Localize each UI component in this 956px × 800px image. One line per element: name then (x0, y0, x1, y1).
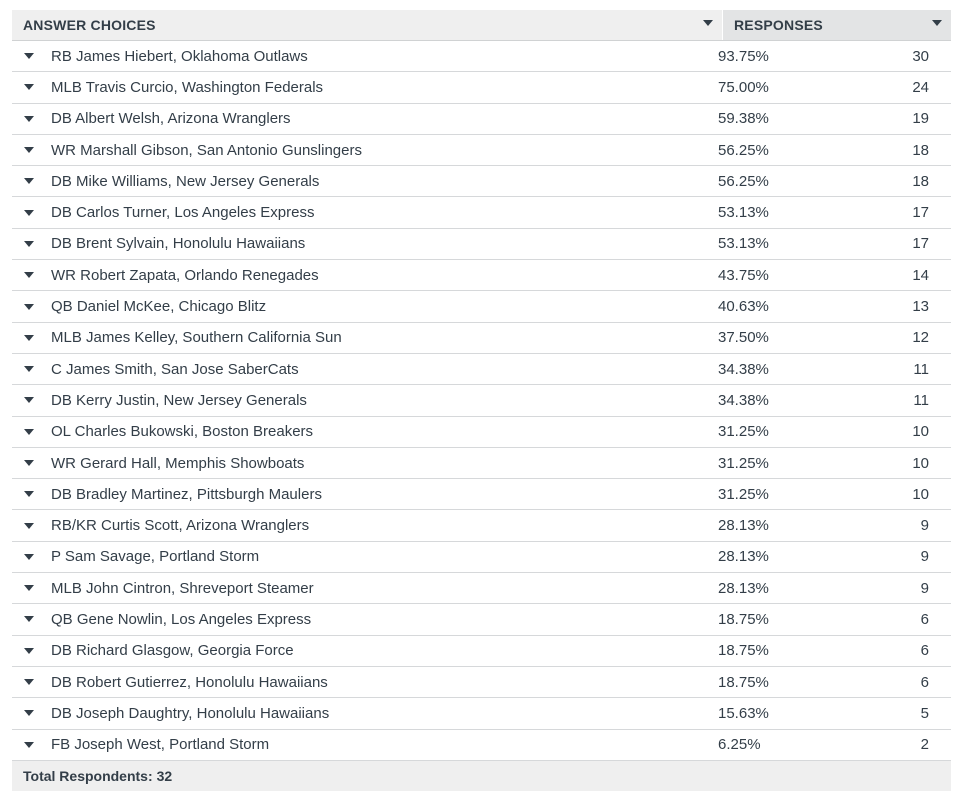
expand-caret-down-icon[interactable] (24, 116, 34, 122)
answer-choice-label: WR Gerard Hall, Memphis Showboats (51, 454, 305, 472)
answer-choice-label: DB Joseph Daughtry, Honolulu Hawaiians (51, 704, 330, 722)
response-count: 9 (920, 548, 929, 566)
answer-choice-label: P Sam Savage, Portland Storm (51, 548, 260, 566)
response-percent: 31.25% (718, 423, 769, 441)
response-percent: 75.00% (718, 78, 769, 96)
response-percent: 18.75% (718, 642, 769, 660)
response-count: 17 (912, 235, 929, 253)
table-row (12, 354, 951, 385)
expand-caret-down-icon[interactable] (24, 460, 34, 466)
table-row (12, 510, 951, 541)
expand-caret-down-icon[interactable] (24, 53, 34, 59)
expand-caret-down-icon[interactable] (24, 147, 34, 153)
answer-choice-label: DB Robert Gutierrez, Honolulu Hawaiians (51, 673, 328, 691)
answer-choice-label: DB Richard Glasgow, Georgia Force (51, 642, 294, 660)
expand-caret-down-icon[interactable] (24, 742, 34, 748)
table-row (12, 573, 951, 604)
total-respondents-label: Total Respondents: (23, 767, 153, 784)
response-count: 9 (920, 517, 929, 535)
response-percent: 34.38% (718, 391, 769, 409)
answer-choice-label: WR Marshall Gibson, San Antonio Gunslingers (51, 141, 362, 159)
response-count: 10 (912, 485, 929, 503)
response-percent: 56.25% (718, 172, 769, 190)
response-count: 2 (920, 736, 929, 754)
expand-caret-down-icon[interactable] (24, 523, 34, 529)
table-row (12, 604, 951, 635)
total-respondents-footer (12, 761, 951, 791)
responses-column-header[interactable] (723, 10, 951, 40)
response-count: 5 (920, 704, 929, 722)
response-count: 10 (912, 423, 929, 441)
response-percent: 18.75% (718, 610, 769, 628)
response-count: 6 (920, 673, 929, 691)
table-row (12, 135, 951, 166)
table-row (12, 417, 951, 448)
answer-choice-label: DB Mike Williams, New Jersey Generals (51, 172, 320, 190)
table-row (12, 479, 951, 510)
table-row (12, 542, 951, 573)
expand-caret-down-icon[interactable] (24, 710, 34, 716)
expand-caret-down-icon[interactable] (24, 491, 34, 497)
response-percent: 53.13% (718, 235, 769, 253)
results-table (12, 10, 951, 791)
answer-choice-label: DB Carlos Turner, Los Angeles Express (51, 204, 315, 222)
expand-caret-down-icon[interactable] (24, 554, 34, 560)
table-header (12, 10, 951, 41)
response-percent: 31.25% (718, 454, 769, 472)
response-percent: 6.25% (718, 736, 761, 754)
answer-choice-label: MLB Travis Curcio, Washington Federals (51, 78, 324, 96)
expand-caret-down-icon[interactable] (24, 648, 34, 654)
answer-choices-column-header[interactable] (12, 10, 723, 40)
table-row (12, 260, 951, 291)
answer-choice-label: DB Albert Welsh, Arizona Wranglers (51, 110, 291, 128)
answer-choice-label: RB James Hiebert, Oklahoma Outlaws (51, 47, 308, 65)
expand-caret-down-icon[interactable] (24, 397, 34, 403)
expand-caret-down-icon[interactable] (24, 241, 34, 247)
table-row (12, 667, 951, 698)
response-count: 11 (913, 391, 929, 409)
answer-choice-label: QB Daniel McKee, Chicago Blitz (51, 298, 267, 316)
response-percent: 28.13% (718, 517, 769, 535)
expand-caret-down-icon[interactable] (24, 585, 34, 591)
answer-choice-label: FB Joseph West, Portland Storm (51, 736, 270, 754)
response-count: 24 (912, 78, 929, 96)
answer-choice-label: C James Smith, San Jose SaberCats (51, 360, 299, 378)
table-row (12, 323, 951, 354)
table-row (12, 41, 951, 72)
response-percent: 18.75% (718, 673, 769, 691)
response-percent: 93.75% (718, 47, 769, 65)
answer-choice-label: MLB James Kelley, Southern California Sun (51, 329, 342, 347)
answer-choice-label: DB Kerry Justin, New Jersey Generals (51, 391, 307, 409)
table-row (12, 197, 951, 228)
response-count: 14 (912, 266, 929, 284)
expand-caret-down-icon[interactable] (24, 210, 34, 216)
response-count: 12 (912, 329, 929, 347)
table-row (12, 448, 951, 479)
response-count: 18 (912, 172, 929, 190)
answer-choice-label: DB Bradley Martinez, Pittsburgh Maulers (51, 485, 322, 503)
answer-choice-label: DB Brent Sylvain, Honolulu Hawaiians (51, 235, 306, 253)
response-count: 6 (920, 642, 929, 660)
answer-choice-label: WR Robert Zapata, Orlando Renegades (51, 266, 319, 284)
expand-caret-down-icon[interactable] (24, 366, 34, 372)
response-count: 13 (912, 298, 929, 316)
response-count: 17 (912, 204, 929, 222)
responses-sort-chevron-down-icon[interactable] (932, 20, 942, 26)
response-percent: 31.25% (718, 485, 769, 503)
response-percent: 53.13% (718, 204, 769, 222)
answer-choice-label: QB Gene Nowlin, Los Angeles Express (51, 610, 312, 628)
expand-caret-down-icon[interactable] (24, 272, 34, 278)
total-respondents-value: 32 (156, 767, 173, 784)
expand-caret-down-icon[interactable] (24, 84, 34, 90)
response-count: 19 (912, 110, 929, 128)
answer-choices-header-label: ANSWER CHOICES (23, 17, 156, 33)
expand-caret-down-icon[interactable] (24, 429, 34, 435)
responses-header-label: RESPONSES (734, 17, 823, 33)
table-row (12, 229, 951, 260)
expand-caret-down-icon[interactable] (24, 178, 34, 184)
table-row (12, 385, 951, 416)
response-percent: 37.50% (718, 329, 769, 347)
table-row (12, 291, 951, 322)
response-percent: 28.13% (718, 548, 769, 566)
answer-choice-label: RB/KR Curtis Scott, Arizona Wranglers (51, 517, 310, 535)
table-row (12, 636, 951, 667)
answer-choice-label: OL Charles Bukowski, Boston Breakers (51, 423, 314, 441)
response-percent: 43.75% (718, 266, 769, 284)
response-percent: 15.63% (718, 704, 769, 722)
response-count: 10 (912, 454, 929, 472)
table-row (12, 698, 951, 729)
answer-choice-label: MLB John Cintron, Shreveport Steamer (51, 579, 314, 597)
response-percent: 56.25% (718, 141, 769, 159)
response-count: 11 (913, 360, 929, 378)
table-row (12, 730, 951, 761)
table-row (12, 104, 951, 135)
response-count: 9 (920, 579, 929, 597)
answer-rows (12, 41, 951, 761)
expand-caret-down-icon[interactable] (24, 679, 34, 685)
expand-caret-down-icon[interactable] (24, 304, 34, 310)
response-count: 30 (912, 47, 929, 65)
response-count: 6 (920, 610, 929, 628)
response-percent: 40.63% (718, 298, 769, 316)
response-count: 18 (912, 141, 929, 159)
response-percent: 34.38% (718, 360, 769, 378)
table-row (12, 166, 951, 197)
table-row (12, 72, 951, 103)
response-percent: 28.13% (718, 579, 769, 597)
response-percent: 59.38% (718, 110, 769, 128)
answer-choices-sort-chevron-down-icon[interactable] (703, 20, 713, 26)
expand-caret-down-icon[interactable] (24, 616, 34, 622)
expand-caret-down-icon[interactable] (24, 335, 34, 341)
